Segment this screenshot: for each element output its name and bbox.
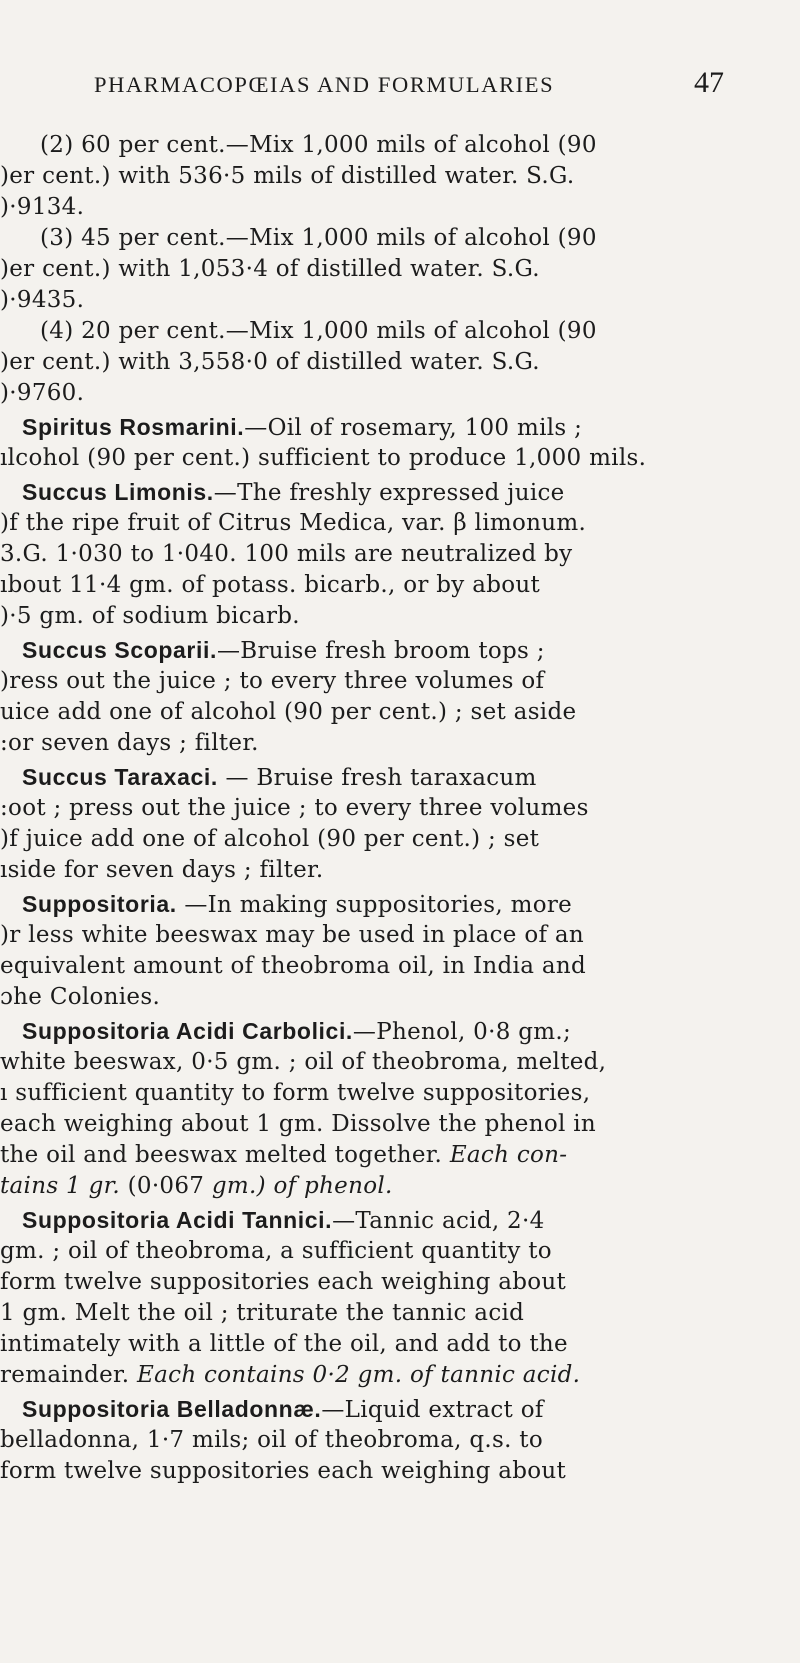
text-run: the oil and beeswax melted together.	[0, 1142, 443, 1168]
text-line: )ress out the juice ; to every three volumes of	[0, 668, 545, 694]
entry-suppositoria-acidi-carbolici	[0, 1016, 790, 1202]
text-run: remainder.	[0, 1362, 138, 1388]
body-text	[0, 130, 790, 1487]
text-line	[0, 1360, 790, 1391]
text-line	[0, 1171, 790, 1202]
text-line: (2) 60 per cent.—Mix 1,000 mils of alcohol (90	[40, 132, 597, 158]
italic-text: gr.	[88, 1173, 120, 1199]
text-line: ıbout 11·4 gm. of potass. bicarb., or by about	[0, 572, 541, 598]
text-line: intimately with a little of the oil, and add to the	[0, 1331, 568, 1357]
italic-text: tains 1	[0, 1173, 89, 1199]
running-head: PHARMACOPŒIAS AND FORMULARIES	[94, 72, 555, 97]
text-line: )·9435.	[0, 287, 85, 313]
text-line: ılcohol (90 per cent.) sufficient to produce 1,000 mils.	[0, 445, 647, 471]
text-line: )f juice add one of alcohol (90 per cent.) ; set	[0, 826, 540, 852]
entry-heading: Suppositoria Belladonnæ.	[22, 1396, 322, 1422]
entry-text: —Oil of rosemary, 100 mils ;	[244, 415, 583, 441]
text-line: ɔhe Colonies.	[0, 984, 161, 1010]
text-line: belladonna, 1·7 mils; oil of theobroma, q.s. to	[0, 1427, 543, 1453]
text-line: (4) 20 per cent.—Mix 1,000 mils of alcohol (90	[40, 318, 597, 344]
italic-text: Each contains 0·2 gm. of tannic acid.	[137, 1362, 581, 1388]
entry-succus-limonis	[0, 477, 790, 632]
entry-first-line	[0, 477, 790, 508]
text-line: white beeswax, 0·5 gm. ; oil of theobroma, melted,	[0, 1049, 607, 1075]
entry-suppositoria	[0, 889, 790, 1013]
text-line: equivalent amount of theobroma oil, in India and	[0, 953, 586, 979]
text-line: form twelve suppositories each weighing about	[0, 1269, 567, 1295]
entry-heading: Succus Scoparii.	[22, 637, 217, 663]
entry-text: —Tannic acid, 2·4	[332, 1208, 545, 1234]
entry-first-line	[0, 889, 790, 920]
entry-text: —Liquid extract of	[321, 1397, 544, 1423]
entry-first-line	[0, 1394, 790, 1425]
entry-first-line	[0, 762, 790, 793]
italic-text: ) of phenol.	[256, 1173, 393, 1199]
text-line: )·5 gm. of sodium bicarb.	[0, 603, 300, 629]
entry-succus-scoparii	[0, 635, 790, 759]
entry-first-line	[0, 1016, 790, 1047]
entry-suppositoria-acidi-tannici	[0, 1205, 790, 1391]
text-run: (0·067	[120, 1173, 212, 1199]
text-line	[0, 1140, 790, 1171]
entry-first-line	[0, 635, 790, 666]
text-line: )·9134.	[0, 194, 85, 220]
text-line: 1 gm. Melt the oil ; triturate the tannic acid	[0, 1300, 525, 1326]
entry-spiritus-rosmarini	[0, 412, 790, 474]
entry-text: —The freshly expressed juice	[213, 480, 565, 506]
entry-first-line	[0, 412, 790, 443]
paragraph-60-per-cent	[0, 130, 790, 223]
text-line: gm. ; oil of theobroma, a sufficient quantity to	[0, 1238, 552, 1264]
italic-text: Each con-	[449, 1142, 568, 1168]
entry-heading: Suppositoria.	[22, 891, 177, 917]
text-line: 3.G. 1·030 to 1·040. 100 mils are neutralized by	[0, 541, 573, 567]
page-header	[90, 66, 730, 106]
text-line: :or seven days ; filter.	[0, 730, 259, 756]
entry-text: — Bruise fresh taraxacum	[217, 765, 537, 791]
text-line: )er cent.) with 3,558·0 of distilled water. S.G.	[0, 349, 540, 375]
entry-first-line	[0, 1205, 790, 1236]
entry-heading: Suppositoria Acidi Tannici.	[22, 1207, 333, 1233]
text-line: )er cent.) with 1,053·4 of distilled water. S.G.	[0, 256, 540, 282]
text-line: )f the ripe fruit of Citrus Medica, var. β limonum.	[0, 510, 587, 536]
text-line: )r less white beeswax may be used in place of an	[0, 922, 585, 948]
entry-succus-taraxaci	[0, 762, 790, 886]
text-line: )er cent.) with 536·5 mils of distilled water. S.G.	[0, 163, 575, 189]
entry-text: —In making suppositories, more	[176, 892, 573, 918]
entry-suppositoria-belladonnae	[0, 1394, 790, 1487]
italic-text: gm.	[211, 1173, 257, 1199]
text-line: ı sufficient quantity to form twelve suppositories,	[0, 1080, 591, 1106]
paragraph-45-per-cent	[0, 223, 790, 316]
entry-heading: Succus Taraxaci.	[22, 764, 218, 790]
entry-heading: Suppositoria Acidi Carbolici.	[22, 1018, 353, 1044]
entry-text: —Bruise fresh broom tops ;	[216, 638, 545, 664]
text-line: ıside for seven days ; filter.	[0, 857, 324, 883]
entry-text: —Phenol, 0·8 gm.;	[352, 1019, 572, 1045]
text-line: form twelve suppositories each weighing about	[0, 1458, 567, 1484]
entry-heading: Succus Limonis.	[22, 479, 214, 505]
paragraph-20-per-cent	[0, 316, 790, 409]
text-line: (3) 45 per cent.—Mix 1,000 mils of alcohol (90	[40, 225, 597, 251]
text-line: )·9760.	[0, 380, 85, 406]
text-line: :oot ; press out the juice ; to every three volumes	[0, 795, 589, 821]
text-line: each weighing about 1 gm. Dissolve the phenol in	[0, 1111, 597, 1137]
page-number: 47	[694, 66, 724, 99]
entry-heading: Spiritus Rosmarini.	[22, 414, 245, 440]
text-line: uice add one of alcohol (90 per cent.) ; set aside	[0, 699, 577, 725]
